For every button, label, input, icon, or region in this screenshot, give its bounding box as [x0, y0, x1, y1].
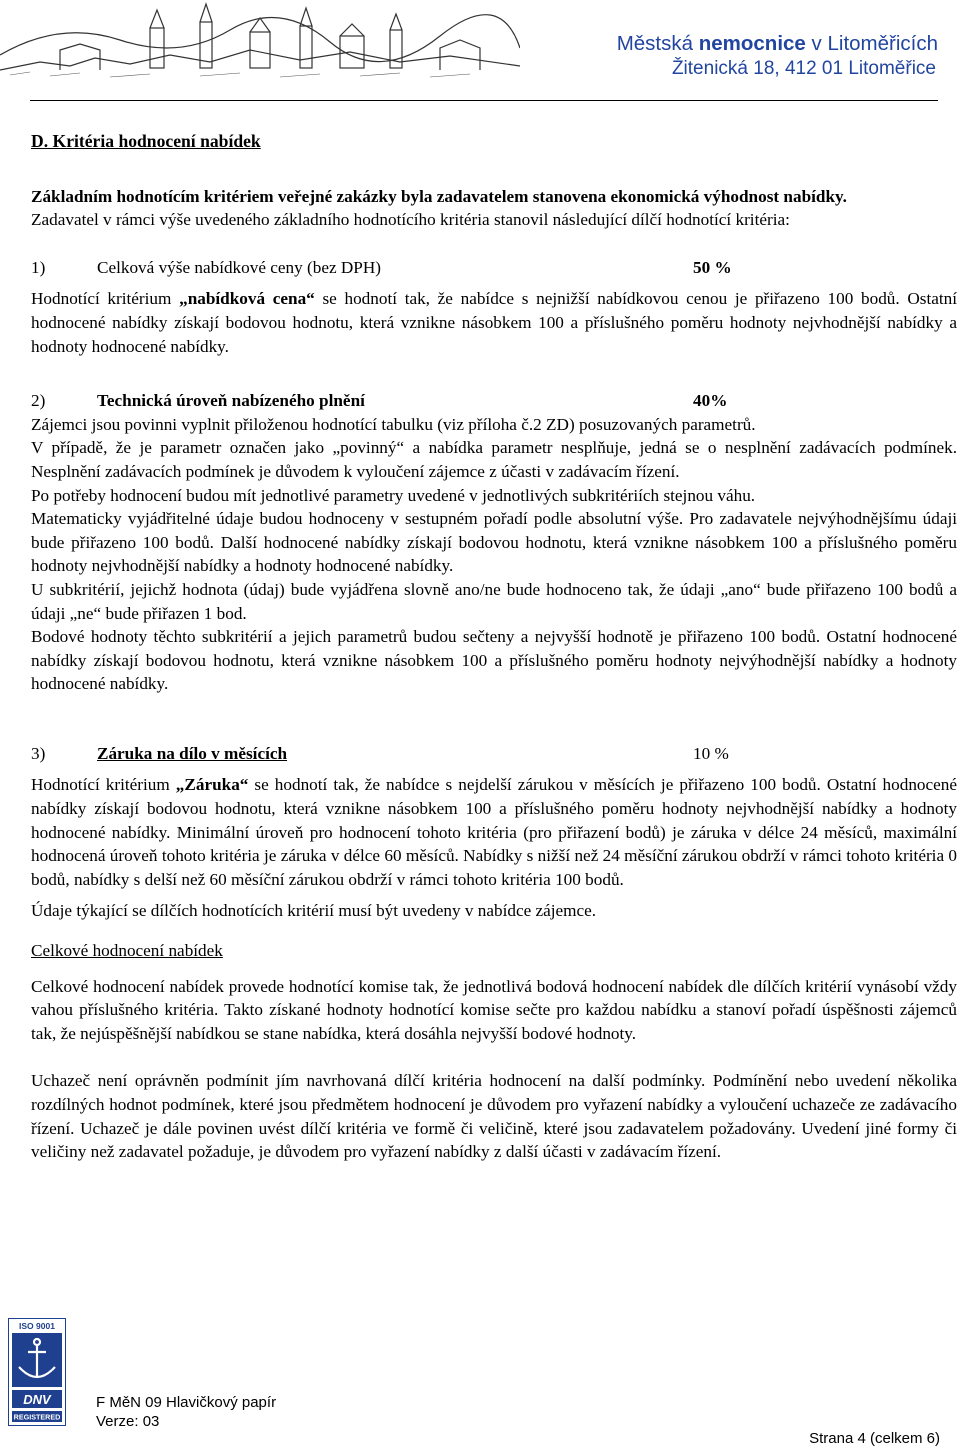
hospital-name: Městská nemocnice v Litoměřicích	[616, 32, 938, 55]
intro-paragraph: Zadavatel v rámci výše uvedeného základního hodnotícího kritéria stanovil následující dílčí hodnotící kritéria:	[31, 210, 790, 230]
overall-paragraph-1: Celkové hodnocení nabídek provede hodnotící komise tak, že jednotlivá bodová hodnocení nabídek dle dílčích kritérií vynásobí vždy vahou příslušného kritéria. Takto získané hodnoty hodnotící komise sečte pro každou nabídku a stanoví pořadí úspěšnosti zájemců tak, že nejúspěšnější nabídkou se stane nabídka, která dosáhla nejvyšší bodové hodnoty.	[31, 976, 957, 1043]
criterion-2-p3: Po potřeby hodnocení budou mít jednotlivé parametry uvedené v jednotlivých subkritériích stejnou váhu.	[31, 485, 756, 505]
criterion-1-name: Celková výše nabídkové ceny (bez DPH)	[97, 257, 381, 277]
subcriteria-note: Údaje týkající se dílčích hodnotících kritérií musí být uvedeny v nabídce zájemce.	[31, 901, 597, 921]
hospital-address: Žitenická 18, 412 01 Litoměřice	[671, 58, 936, 79]
criterion-1-number: 1)	[31, 257, 46, 277]
page-number: Strana 4 (celkem 6)	[809, 1430, 940, 1447]
criterion-1-text: Hodnotící kritérium „nabídková cena“ se hodnotí tak, že nabídce s nejnižší nabídkovou cenou je přiřazeno 100 bodů. Ostatní hodnocené nabídky získají bodovou hodnotu, která vznikne násobkem 100 a příslušného poměru hodnoty nejvhodnější nabídky a hodnoty hodnocené nabídky.	[31, 289, 958, 356]
criterion-2-p5: U subkritérií, jejichž hodnota (údaj) bude vyjádřena slovně ano/ne bude hodnoceno tak, že údaji „ano“ bude přiřazeno 100 bodů a údaji „ne“ bude přiřazen 1 bod.	[31, 579, 957, 623]
criterion-3-weight: 10 %	[693, 743, 729, 763]
criterion-2-p1: Zájemci jsou povinni vyplnit přiloženou hodnotící tabulku (viz příloha č.2 ZD) posuzovaných parametrů.	[31, 414, 756, 434]
criterion-3-name: Záruka na dílo v měsících	[97, 743, 288, 763]
version-label: Verze: 03	[96, 1413, 160, 1430]
criterion-2-name: Technická úroveň nabízeného plnění	[97, 391, 365, 411]
section-title: D. Kritéria hodnocení nabídek	[31, 131, 261, 151]
criterion-3-text: Hodnotící kritérium „Záruka“ se hodnotí tak, že nabídce s nejdelší zárukou v měsících je přiřazeno 100 bodů. Ostatní hodnocené nabídky získají bodovou hodnotu, která vznikne násobkem 100 a příslušného poměru hodnoty nejvhodnější nabídky a hodnoty hodnocené nabídky. Minimální úroveň pro hodnocení tohoto kritéria (pro přiřazení bodů) je záruka v délce 24 měsíců, maximální hodnocená úroveň tohoto kritéria je záruka v délce 60 měsíců. Nabídky s nižší než 24 měsíční zárukou obdrží v rámci tohoto kritéria 0 bodů, nabídky s delší než 60 měsíční zárukou obdrží v rámci tohoto kritéria 100 bodů.	[31, 775, 957, 889]
overall-paragraph-2: Uchazeč není oprávněn podmínit jím navrhovaná dílčí kritéria hodnocení na další podmínky. Podmínění nebo uvedení několika rozdílných hodnot podmínek, které jsou předmětem hodnocení je důvodem pro vyřazení nabídky a vyloučení uchazeče ze zadávacího řízení. Uchazeč je dále povinen uvést dílčí kritéria ve formě či veličině, které jsou zadavatelem požadovány. Uvedení jiné formy či veličiny než zadavatel požaduje, je důvodem pro vyřazení nabídky z další účasti v zadávacím řízení.	[31, 1071, 957, 1162]
criterion-2-p2: V případě, že je parametr označen jako „povinný“ a nabídka parametr nesplňuje, jedná se o nesplnění zadávacích podmínek. Nesplnění zadávacích podmínek je důvodem k vyloučení zájemce z účasti v zadávacím řízení.	[31, 438, 957, 481]
criterion-2-p6: Bodové hodnoty těchto subkritérií a jejich parametrů budou sečteny a nejvyšší hodnotě je přiřazeno 100 bodů. Ostatní hodnocené nabídky získají bodovou hodnotu, která vznikne násobkem 100 a příslušného poměru hodnoty nejvýhodnější nabídky a hodnoty hodnocené nabídky.	[31, 627, 957, 694]
document-body	[31, 130, 957, 1164]
intro-bold-paragraph: Základním hodnotícím kritériem veřejné zakázky byla zadavatelem stanovena ekonomická výhodnost nabídky.	[31, 186, 847, 206]
criterion-1-weight: 50 %	[693, 257, 732, 277]
form-code: F MěN 09 Hlavičkový papír	[96, 1394, 277, 1411]
criterion-2-p4: Matematicky vyjádřitelné údaje budou hodnoceny v sestupném pořadí podle absolutní výše. Pro zadavatele nejvýhodnějšímu údaji bude přiřazeno 100 bodů. Další hodnocené nabídky získají bodovou hodnotu, která vznikne násobkem 100 a příslušného poměru hodnoty nejvhodnější nabídky a hodnoty hodnocené nabídky.	[31, 509, 957, 576]
criterion-1-heading	[31, 256, 957, 280]
registered-label: REGISTERED	[13, 1412, 61, 1422]
criterion-2-number: 2)	[31, 391, 46, 411]
iso-dnv-logo	[8, 1318, 66, 1426]
dnv-label: DNV	[23, 1392, 51, 1407]
criterion-3-number: 3)	[31, 743, 46, 763]
overall-heading: Celkové hodnocení nabídek	[31, 941, 223, 961]
town-skyline-sketch	[0, 0, 520, 82]
criterion-2-weight: 40%	[693, 391, 728, 411]
iso-label: ISO 9001	[19, 1321, 55, 1331]
criterion-2-heading	[31, 389, 957, 413]
header-divider	[30, 100, 938, 101]
criterion-3-heading	[31, 742, 957, 766]
